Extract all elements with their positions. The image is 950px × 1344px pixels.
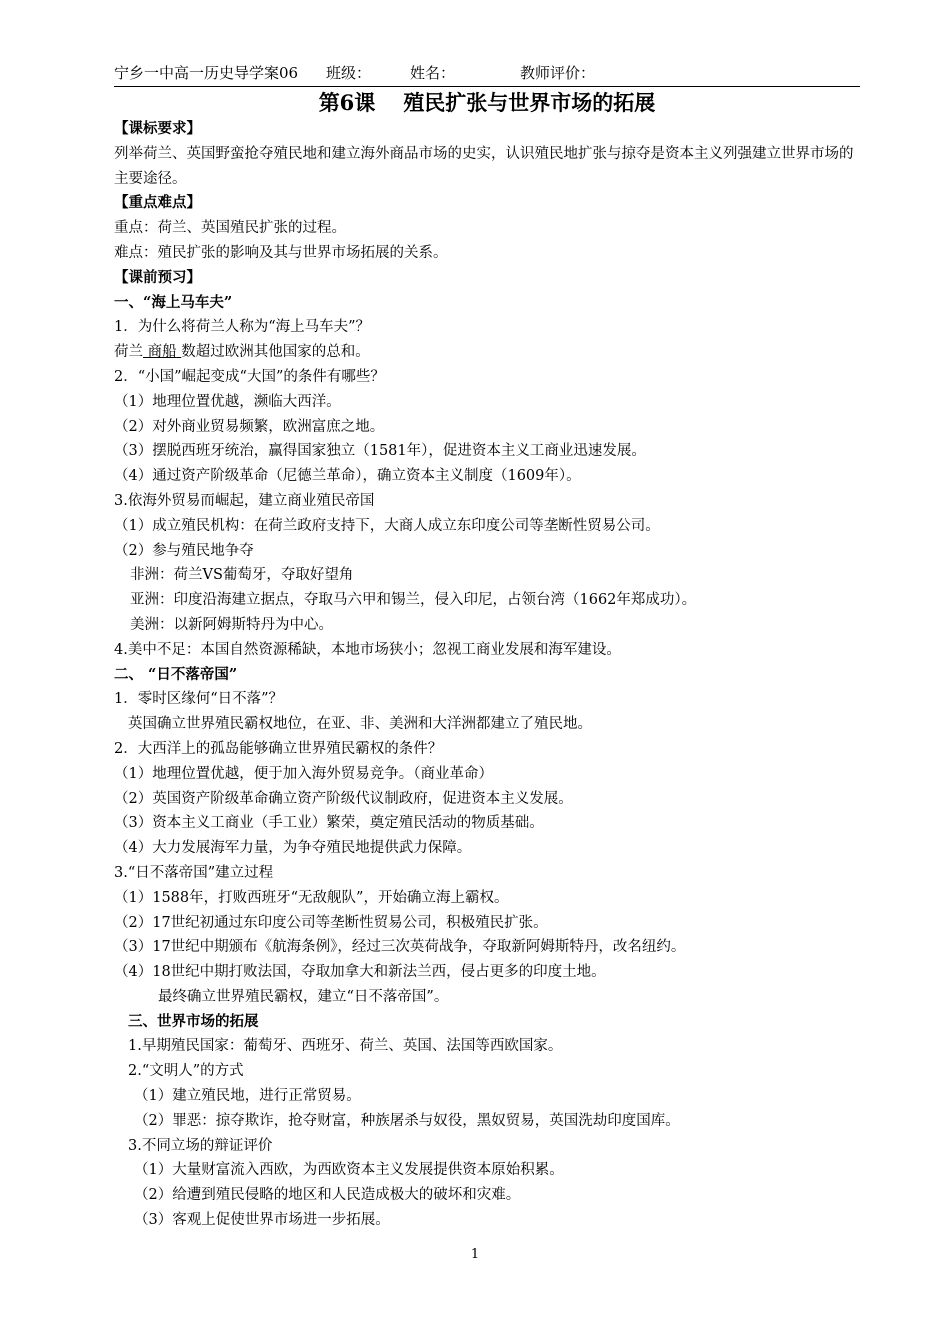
list-item: （1）地理位置优越，濒临大西洋。 [114, 393, 341, 410]
lesson-title [114, 89, 860, 117]
school-label: 宁乡一中高一历史导学案06 [114, 64, 299, 82]
list-item: （2）17世纪初通过东印度公司等垄断性贸易公司，积极殖民扩张。 [114, 914, 548, 931]
question: 4.美中不足：本国自然资源稀缺，本地市场狭小；忽视工商业发展和海军建设。 [114, 641, 621, 658]
part-heading: 三、世界市场的拓展 [128, 1012, 259, 1030]
part-heading: 一、“海上马车夫” [114, 293, 233, 311]
teacher-eval-label: 教师评价： [520, 64, 596, 82]
list-item: （4）大力发展海军力量，为争夺殖民地提供武力保障。 [114, 840, 472, 857]
question: 1．为什么将荷兰人称为“海上马车夫”？ [114, 319, 371, 336]
paragraph: 重点：荷兰、英国殖民扩张的过程。 [114, 220, 346, 237]
question: 1.早期殖民国家：葡萄牙、西班牙、荷兰、英国、法国等西欧国家。 [128, 1038, 563, 1055]
answer-text: 数超过欧洲其他国家的总和。 [181, 344, 370, 361]
list-item: （3）17世纪中期颁布《航海条例》，经过三次英荷战争，夺取新阿姆斯特丹，改名纽约。 [114, 939, 686, 956]
list-item: （2）给遭到殖民侵略的地区和人民造成极大的破坏和灾难。 [134, 1187, 521, 1204]
list-item: （2）参与殖民地争夺 [114, 542, 254, 559]
list-item: 亚洲：印度沿海建立据点，夺取马六甲和锡兰，侵入印尼，占领台湾（1662年郑成功）。 [130, 592, 697, 609]
section-heading: 【课标要求】 [114, 120, 201, 137]
list-item: （1）地理位置优越，便于加入海外贸易竞争。（商业革命） [114, 765, 493, 782]
answer-line: 英国确立世界殖民霸权地位，在亚、非、美洲和大洋洲都建立了殖民地。 [128, 716, 592, 733]
question: 2.“文明人”的方式 [128, 1063, 244, 1080]
list-item: （1）建立殖民地，进行正常贸易。 [134, 1088, 361, 1105]
question: 3.不同立场的辩证评价 [128, 1137, 273, 1154]
page-header [114, 62, 860, 87]
question: 2．大西洋上的孤岛能够确立世界殖民霸权的条件？ [114, 740, 443, 757]
lesson-name: 殖民扩张与世界市场的拓展 [403, 90, 656, 115]
question: 3.“日不落帝国”建立过程 [114, 864, 274, 881]
list-item: 美洲：以新阿姆斯特丹为中心。 [130, 616, 333, 633]
page-number: 1 [470, 1247, 480, 1262]
paragraph: 列举荷兰、英国野蛮抢夺殖民地和建立海外商品市场的史实，认识殖民地扩张与掠夺是资本主义列强建立世界市场的主要途径。 [114, 145, 854, 187]
question: 2．“小国”崛起变成“大国”的条件有哪些？ [114, 368, 385, 385]
question: 3.依海外贸易而崛起，建立商业殖民帝国 [114, 492, 375, 509]
list-item: （3）摆脱西班牙统治，赢得国家独立（1581年），促进资本主义工商业迅速发展。 [114, 443, 646, 460]
list-item: （3）客观上促使世界市场进一步拓展。 [134, 1212, 390, 1229]
question: 1．零时区缘何“日不落”？ [114, 691, 284, 708]
section-heading: 【课前预习】 [114, 268, 201, 286]
answer-text: 荷兰 [114, 344, 143, 361]
list-item: 最终确立世界殖民霸权，建立“日不落帝国”。 [158, 988, 449, 1005]
paragraph: 难点：殖民扩张的影响及其与世界市场拓展的关系。 [114, 244, 448, 261]
lesson-number: 第6课 [318, 90, 376, 115]
list-item: 非洲：荷兰VS葡萄牙，夺取好望角 [130, 567, 354, 584]
list-item: （4）通过资产阶级革命（尼德兰革命），确立资本主义制度（1609年）。 [114, 468, 581, 485]
part-heading: 二、 “日不落帝国” [114, 665, 238, 683]
document-page [114, 62, 860, 1233]
list-item: （4）18世纪中期打败法国，夺取加拿大和新法兰西，侵占更多的印度土地。 [114, 964, 606, 981]
list-item: （2）罪恶：掠夺欺诈，抢夺财富，种族屠杀与奴役，黑奴贸易，英国洗劫印度国库。 [134, 1112, 680, 1129]
list-item: （1）成立殖民机构：在荷兰政府支持下，大商人成立东印度公司等垄断性贸易公司。 [114, 517, 660, 534]
name-label: 姓名： [410, 64, 456, 82]
list-item: （1）1588年，打败西班牙“无敌舰队”，开始确立海上霸权。 [114, 889, 509, 906]
list-item: （2）对外商业贸易频繁，欧洲富庶之地。 [114, 418, 385, 435]
list-item: （2）英国资产阶级革命确立资产阶级代议制政府，促进资本主义发展。 [114, 790, 573, 807]
list-item: （3）资本主义工商业（手工业）繁荣，奠定殖民活动的物质基础。 [114, 815, 544, 832]
answer-line [114, 340, 860, 365]
list-item: （1）大量财富流入西欧，为西欧资本主义发展提供资本原始积累。 [134, 1162, 564, 1179]
class-label: 班级： [326, 64, 372, 82]
fill-blank [143, 344, 181, 360]
fill-blank-text: 商船 [147, 344, 177, 361]
section-heading: 【重点难点】 [114, 194, 201, 212]
